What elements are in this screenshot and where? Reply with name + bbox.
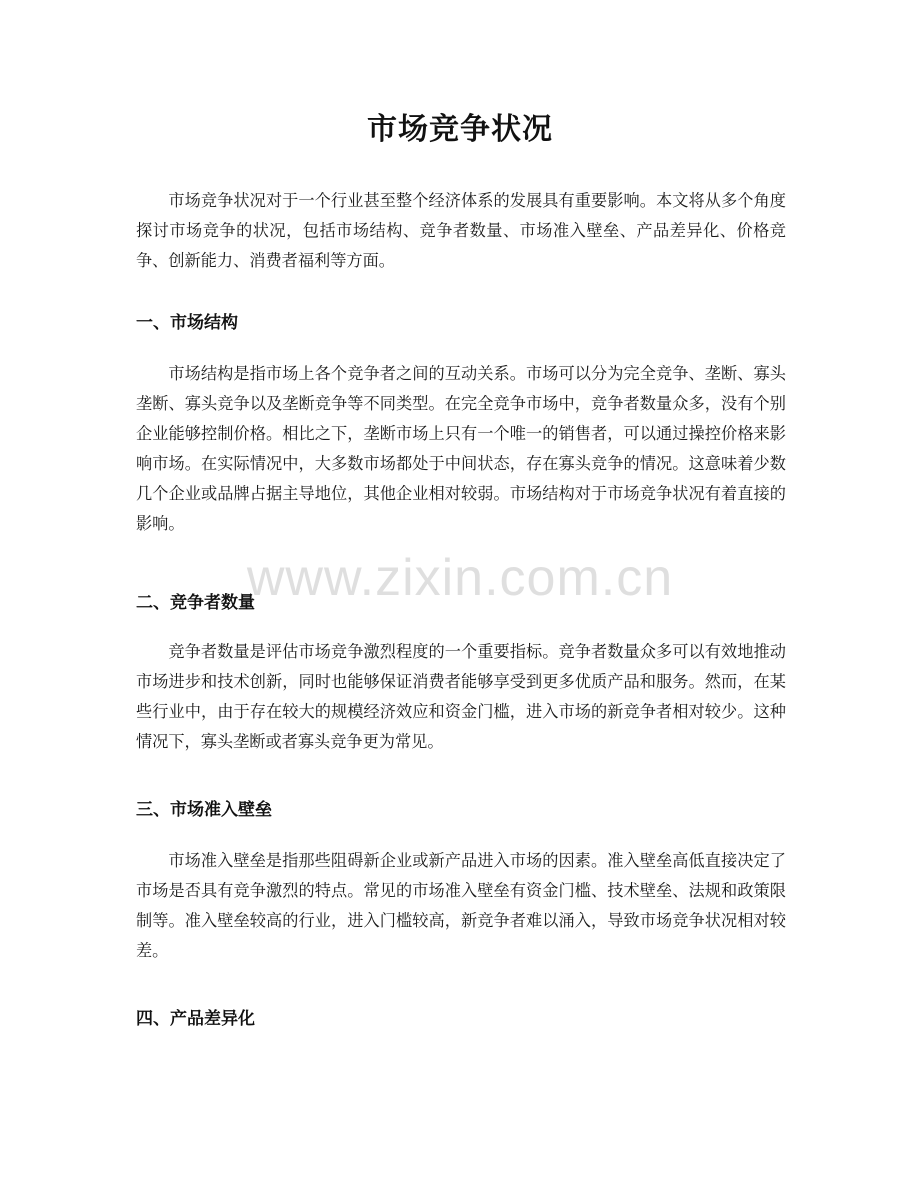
intro-paragraph: 市场竞争状况对于一个行业甚至整个经济体系的发展具有重要影响。本文将从多个角度探讨市场竞争的状况，包括市场结构、竞争者数量、市场准入壁垒、产品差异化、价格竞争、创新能力、消费者福利等方面。 (136, 191, 786, 270)
section-heading-product-differentiation: 四、产品差异化 (136, 1009, 255, 1029)
section-body-competitor-count: 竞争者数量是评估市场竞争激烈程度的一个重要指标。竞争者数量众多可以有效地推动市场进步和技术创新，同时也能够保证消费者能够享受到更多优质产品和服务。然而，在某些行业中，由于存在较大的规模经济效应和资金门槛，进入市场的新竞争者相对较少。这种情况下，寡头垄断或者寡头竞争更为常见。 (136, 642, 786, 751)
section-heading-market-structure: 一、市场结构 (136, 313, 238, 333)
section-heading-entry-barriers: 三、市场准入壁垒 (136, 800, 272, 820)
watermark: www.zixin.com.cn (246, 549, 674, 607)
page-title: 市场竞争状况 (367, 112, 553, 147)
section-body-entry-barriers: 市场准入壁垒是指那些阻碍新企业或新产品进入市场的因素。准入壁垒高低直接决定了市场是否具有竞争激烈的特点。常见的市场准入壁垒有资金门槛、技术壁垒、法规和政策限制等。准入壁垒较高的行业，进入门槛较高，新竞争者难以涌入，导致市场竞争状况相对较差。 (136, 851, 786, 960)
section-body-market-structure: 市场结构是指市场上各个竞争者之间的互动关系。市场可以分为完全竞争、垄断、寡头垄断、寡头竞争以及垄断竞争等不同类型。在完全竞争市场中，竞争者数量众多，没有个别企业能够控制价格。相比之下，垄断市场上只有一个唯一的销售者，可以通过操控价格来影响市场。在实际情况中，大多数市场都处于中间状态，存在寡头竞争的情况。这意味着少数几个企业或品牌占据主导地位，其他企业相对较弱。市场结构对于市场竞争状况有着直接的影响。 (136, 364, 786, 533)
section-heading-competitor-count: 二、竞争者数量 (136, 593, 255, 613)
